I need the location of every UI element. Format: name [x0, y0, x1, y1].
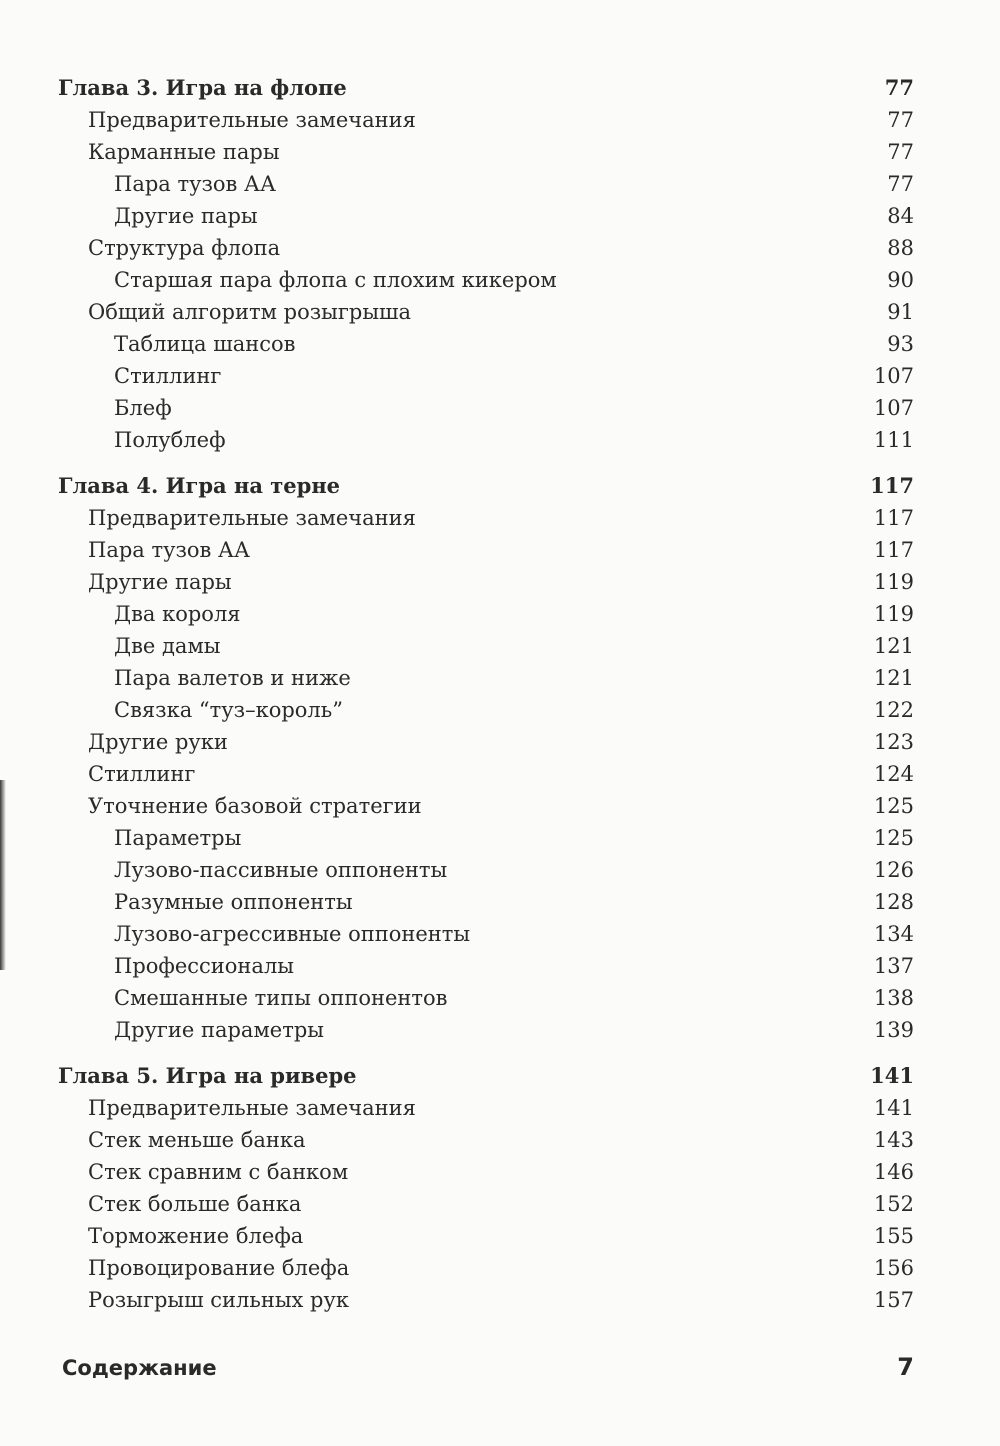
toc-section[interactable]	[58, 726, 914, 758]
toc-page-number: 77	[887, 140, 914, 164]
toc-section[interactable]	[58, 1124, 914, 1156]
toc-page-number: 157	[873, 1288, 914, 1312]
toc-subsection[interactable]	[58, 950, 914, 982]
toc-page-number: 119	[873, 570, 914, 594]
toc-entry-title: Лузово-агрессивные оппоненты	[114, 922, 471, 946]
toc-page-number: 117	[873, 538, 914, 562]
toc-subsection[interactable]	[58, 328, 914, 360]
toc-section[interactable]	[58, 1188, 914, 1220]
toc-subsection[interactable]	[58, 360, 914, 392]
toc-page-number: 156	[873, 1256, 914, 1280]
toc-chapter-heading[interactable]	[58, 470, 914, 502]
toc-entry-title: Лузово-пассивные оппоненты	[114, 858, 448, 882]
toc-entry-title: Предварительные замечания	[88, 108, 416, 132]
toc-page-number: 84	[887, 204, 914, 228]
toc-entry-title: Старшая пара флопа с плохим кикером	[114, 268, 557, 292]
toc-entry-title: Стек сравним с банком	[88, 1160, 349, 1184]
toc-page-number: 91	[887, 300, 914, 324]
toc-page-number: 121	[873, 634, 914, 658]
toc-subsection[interactable]	[58, 200, 914, 232]
toc-entry-title: Структура флопа	[88, 236, 281, 260]
toc-page-number: 146	[873, 1160, 914, 1184]
toc-page-number: 119	[873, 602, 914, 626]
toc-page-number: 88	[887, 236, 914, 260]
toc-page-number: 134	[873, 922, 914, 946]
toc-page-number: 152	[873, 1192, 914, 1216]
toc-entry-title: Пара тузов АА	[88, 538, 250, 562]
toc-page-number: 111	[873, 428, 914, 452]
toc-page-number: 139	[873, 1018, 914, 1042]
toc-entry-title: Общий алгоритм розыгрыша	[88, 300, 412, 324]
toc-section[interactable]	[58, 104, 914, 136]
toc-page-number: 137	[873, 954, 914, 978]
toc-page-number: 143	[873, 1128, 914, 1152]
toc-entry-title: Пара тузов АА	[114, 172, 276, 196]
toc-entry-title: Предварительные замечания	[88, 1096, 416, 1120]
toc-section[interactable]	[58, 1220, 914, 1252]
toc-subsection[interactable]	[58, 424, 914, 456]
toc-page-number: 141	[870, 1063, 914, 1088]
toc-subsection[interactable]	[58, 662, 914, 694]
toc-entry-title: Пара валетов и ниже	[114, 666, 351, 690]
toc-entry-title: Стек меньше банка	[88, 1128, 306, 1152]
toc-entry-title: Разумные оппоненты	[114, 890, 353, 914]
toc-entry-title: Два короля	[114, 602, 241, 626]
toc-entry-title: Другие пары	[114, 204, 258, 228]
toc-entry-title: Другие руки	[88, 730, 228, 754]
toc-page-number: 124	[873, 762, 914, 786]
toc-section[interactable]	[58, 758, 914, 790]
toc-section[interactable]	[58, 1252, 914, 1284]
toc-entry-title: Уточнение базовой стратегии	[88, 794, 422, 818]
toc-entry-title: Таблица шансов	[114, 332, 296, 356]
toc-chapter-title: Глава 3. Игра на флопе	[58, 75, 347, 100]
toc-subsection[interactable]	[58, 822, 914, 854]
toc-page-number: 77	[887, 108, 914, 132]
toc-entry-title: Профессионалы	[114, 954, 294, 978]
toc-entry-title: Две дамы	[114, 634, 221, 658]
toc-chapter-heading[interactable]	[58, 1060, 914, 1092]
toc-entry-title: Стек больше банка	[88, 1192, 302, 1216]
toc-subsection[interactable]	[58, 264, 914, 296]
toc-section[interactable]	[58, 1092, 914, 1124]
toc-chapter	[58, 470, 914, 1046]
toc-chapter	[58, 72, 914, 456]
toc-subsection[interactable]	[58, 886, 914, 918]
toc-subsection[interactable]	[58, 694, 914, 726]
toc-subsection[interactable]	[58, 1014, 914, 1046]
toc-page-number: 123	[873, 730, 914, 754]
toc-page-number: 107	[873, 396, 914, 420]
toc-chapter-title: Глава 4. Игра на терне	[58, 473, 341, 498]
toc-section[interactable]	[58, 1156, 914, 1188]
toc-entry-title: Другие пары	[88, 570, 232, 594]
toc-subsection[interactable]	[58, 168, 914, 200]
toc-entry-title: Параметры	[114, 826, 242, 850]
toc-page-number: 138	[873, 986, 914, 1010]
toc-subsection[interactable]	[58, 854, 914, 886]
toc-page-number: 128	[873, 890, 914, 914]
toc-entry-title: Смешанные типы оппонентов	[114, 986, 448, 1010]
toc-page-number: 122	[873, 698, 914, 722]
toc-entry-title: Карманные пары	[88, 140, 280, 164]
toc-chapter-heading[interactable]	[58, 72, 914, 104]
toc-entry-title: Стиллинг	[88, 762, 196, 786]
toc-page-number: 90	[887, 268, 914, 292]
toc-entry-title: Стиллинг	[114, 364, 222, 388]
toc-section[interactable]	[58, 790, 914, 822]
toc-page-number: 126	[873, 858, 914, 882]
toc-page-number: 107	[873, 364, 914, 388]
toc-subsection[interactable]	[58, 392, 914, 424]
toc-entry-title: Другие параметры	[114, 1018, 324, 1042]
toc-page-number: 125	[873, 826, 914, 850]
toc-page-number: 117	[870, 473, 914, 498]
toc-section[interactable]	[58, 136, 914, 168]
page-footer	[62, 1353, 914, 1381]
page-spine-shadow	[0, 780, 6, 970]
toc-page-number: 155	[873, 1224, 914, 1248]
toc-page-number: 121	[873, 666, 914, 690]
toc-entry-title: Торможение блефа	[88, 1224, 304, 1248]
table-of-contents	[58, 72, 914, 1330]
toc-entry-title: Связка “туз–король”	[114, 698, 343, 722]
toc-subsection[interactable]	[58, 630, 914, 662]
toc-section[interactable]	[58, 502, 914, 534]
toc-subsection[interactable]	[58, 982, 914, 1014]
toc-page-number: 93	[887, 332, 914, 356]
toc-subsection[interactable]	[58, 598, 914, 630]
toc-page-number: 125	[873, 794, 914, 818]
toc-entry-title: Полублеф	[114, 428, 226, 452]
toc-chapter-title: Глава 5. Игра на ривере	[58, 1063, 357, 1088]
toc-page-number: 141	[873, 1096, 914, 1120]
toc-page-number: 77	[887, 172, 914, 196]
toc-entry-title: Блеф	[114, 396, 172, 420]
toc-entry-title: Предварительные замечания	[88, 506, 416, 530]
footer-section-title: Содержание	[62, 1356, 217, 1380]
toc-section[interactable]	[58, 534, 914, 566]
toc-section[interactable]	[58, 566, 914, 598]
toc-entry-title: Провоцирование блефа	[88, 1256, 350, 1280]
footer-page-number: 7	[897, 1353, 914, 1381]
toc-page-number: 117	[873, 506, 914, 530]
toc-chapter	[58, 1060, 914, 1316]
toc-page-number: 77	[884, 75, 914, 100]
toc-section[interactable]	[58, 296, 914, 328]
toc-section[interactable]	[58, 232, 914, 264]
toc-section[interactable]	[58, 1284, 914, 1316]
toc-entry-title: Розыгрыш сильных рук	[88, 1288, 349, 1312]
toc-subsection[interactable]	[58, 918, 914, 950]
